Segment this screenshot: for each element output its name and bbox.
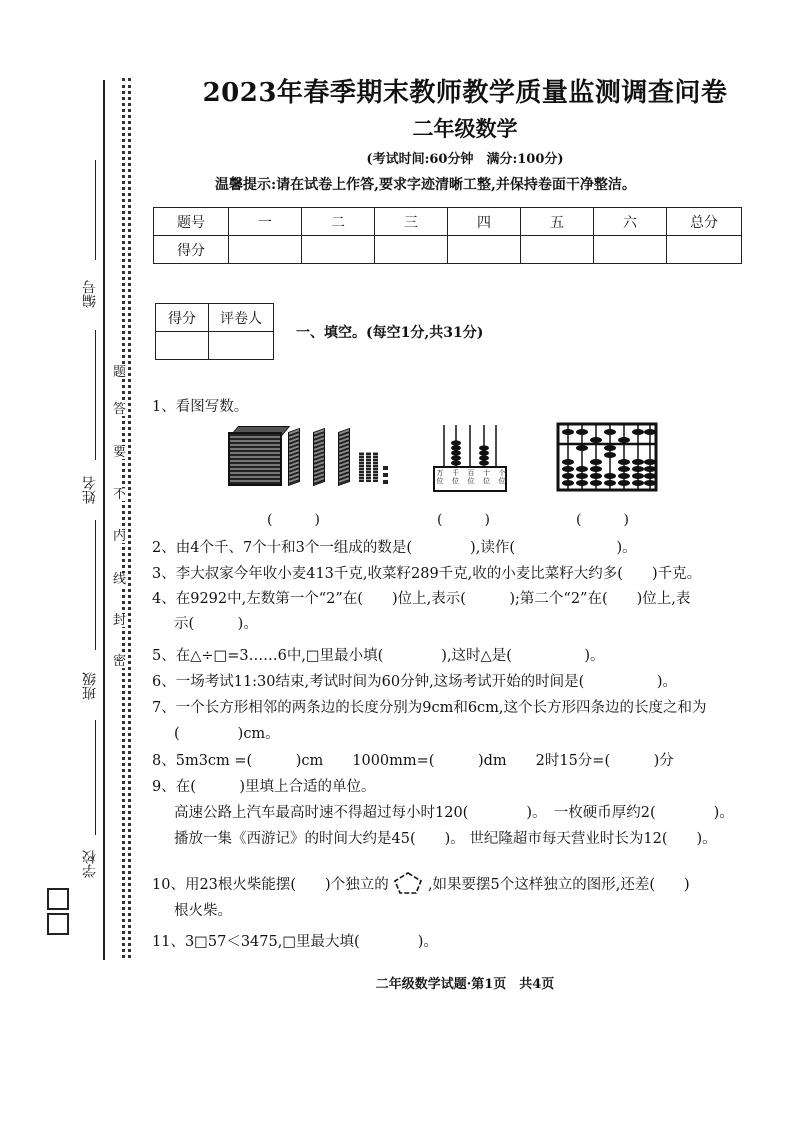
page-title: 2023年春季期末教师教学质量监测调查问卷 (202, 78, 728, 108)
score-table-column: 二 (302, 208, 375, 236)
grader-name-cell[interactable] (209, 332, 274, 360)
question-6: 6、一场考试11:30结束,考试时间为60分钟,这场考试开始的时间是( )。 (152, 674, 677, 690)
place-label: 万位 (436, 469, 444, 485)
section-title: 一、填空。(每空1分,共31分) (296, 325, 484, 341)
score-table-row-label: 得分 (154, 236, 229, 264)
score-cell[interactable] (229, 236, 302, 264)
hundred-flat (288, 428, 300, 486)
score-table-header-row (154, 208, 742, 236)
question-10-part-2: ,如果要摆5个这样独立的图形,还差( ) (427, 877, 690, 893)
question-1: 1、看图写数。 (152, 399, 249, 415)
score-cell[interactable] (667, 236, 742, 264)
label-school: 学校 (82, 850, 98, 878)
question-9b: 播放一集《西游记》的时间大约是45( )。 世纪隆超市每天营业时长为12( )。 (174, 831, 717, 847)
label-name: 姓名 (82, 476, 98, 504)
unit-cube (383, 473, 388, 477)
score-table-column: 一 (229, 208, 302, 236)
reminder-text: 温馨提示:请在试卷上作答,要求字迹清晰工整,并保持卷面干净整洁。 (215, 177, 636, 193)
answer-blank-figure-3[interactable]: ( ) (576, 512, 629, 528)
score-cell[interactable] (302, 236, 375, 264)
question-11: 11、3□57＜3475,□里最大填( )。 (152, 934, 438, 950)
cut-char: 密 (113, 654, 127, 669)
cut-char: 要 (113, 445, 127, 460)
score-table-column: 三 (375, 208, 448, 236)
cut-char: 线 (113, 572, 127, 587)
score-table-header-label: 题号 (154, 208, 229, 236)
hundred-flat (338, 428, 350, 486)
question-3: 3、李大叔家今年收小麦413千克,收菜籽289千克,收的小麦比菜籽大约多( )千克。 (152, 566, 702, 582)
score-cell[interactable] (594, 236, 667, 264)
cut-char: 不 (113, 487, 127, 502)
question-4: 4、在9292中,左数第一个“2”在( )位上,表示( );第二个“2”在( )位上,表 (152, 591, 691, 607)
score-cell[interactable] (521, 236, 594, 264)
score-table (153, 207, 742, 264)
score-table-column: 六 (594, 208, 667, 236)
field-class[interactable] (95, 520, 96, 650)
field-serial-number[interactable] (95, 160, 96, 260)
checkbox-square[interactable] (47, 913, 69, 935)
question-10-continued: 根火柴。 (174, 903, 232, 919)
question-2: 2、由4个千、7个十和3个一组成的数是( ),读作( )。 (152, 540, 637, 556)
checkbox-square[interactable] (47, 888, 69, 910)
question-10 (152, 871, 690, 895)
cut-char: 封 (113, 613, 127, 628)
question-7: 7、一个长方形相邻的两条边的长度分别为9cm和6cm,这个长方形四条边的长度之和为 (152, 700, 707, 716)
page-subtitle: 二年级数学 (412, 116, 518, 141)
score-table-score-row (154, 236, 742, 264)
question-8: 8、5m3cm =( )cm 1000mm=( )dm 2时15分=( )分 (152, 753, 674, 769)
unit-cube (383, 480, 388, 484)
cut-line-dotted (122, 78, 125, 958)
unit-cube (383, 466, 388, 470)
field-school[interactable] (95, 720, 96, 835)
ten-rod (359, 452, 364, 482)
binding-line (103, 80, 105, 960)
exam-info: (考试时间:60分钟 满分:100分) (366, 152, 564, 167)
grader-score-cell[interactable] (156, 332, 209, 360)
ten-rod (366, 452, 371, 482)
score-table-column: 四 (448, 208, 521, 236)
score-cell[interactable] (448, 236, 521, 264)
counting-frame-labels (436, 469, 506, 485)
ten-rod (373, 452, 378, 482)
label-class: 班级 (82, 672, 98, 700)
cut-char: 答 (113, 402, 127, 417)
place-label: 个位 (498, 469, 506, 485)
label-serial-number: 编号 (82, 280, 98, 308)
place-label: 百位 (467, 469, 475, 485)
score-cell[interactable] (375, 236, 448, 264)
answer-blank-figure-1[interactable]: ( ) (267, 512, 320, 528)
grader-score-label: 得分 (156, 304, 209, 332)
question-9: 9、在( )里填上合适的单位。 (152, 779, 376, 795)
page-footer: 二年级数学试题·第1页 共4页 (375, 977, 555, 992)
abacus-figure (556, 422, 658, 492)
answer-blank-figure-2[interactable]: ( ) (437, 512, 490, 528)
question-9a: 高速公路上汽车最高时速不得超过每小时120( )。 一枚硬币厚约2( )。 (174, 805, 734, 821)
score-table-column: 总分 (667, 208, 742, 236)
thousand-cube (228, 432, 282, 486)
grader-name-label: 评卷人 (209, 304, 274, 332)
question-4-continued: 示( )。 (174, 616, 258, 632)
place-label: 十位 (483, 469, 490, 485)
cut-line-dotted-2 (128, 78, 131, 958)
hundred-flat (313, 428, 325, 486)
grader-table (155, 303, 274, 360)
question-10-part-1: 10、用23根火柴能摆( )个独立的 (152, 877, 389, 893)
cut-char: 题 (113, 365, 127, 380)
cut-char: 内 (113, 529, 127, 544)
question-5: 5、在△÷□=3……6中,□里最小填( ),这时△是( )。 (152, 648, 605, 664)
pentagon-icon (393, 871, 423, 895)
question-7-continued: ( )cm。 (174, 726, 280, 742)
place-label: 千位 (452, 469, 459, 485)
score-table-column: 五 (521, 208, 594, 236)
field-name[interactable] (95, 330, 96, 460)
